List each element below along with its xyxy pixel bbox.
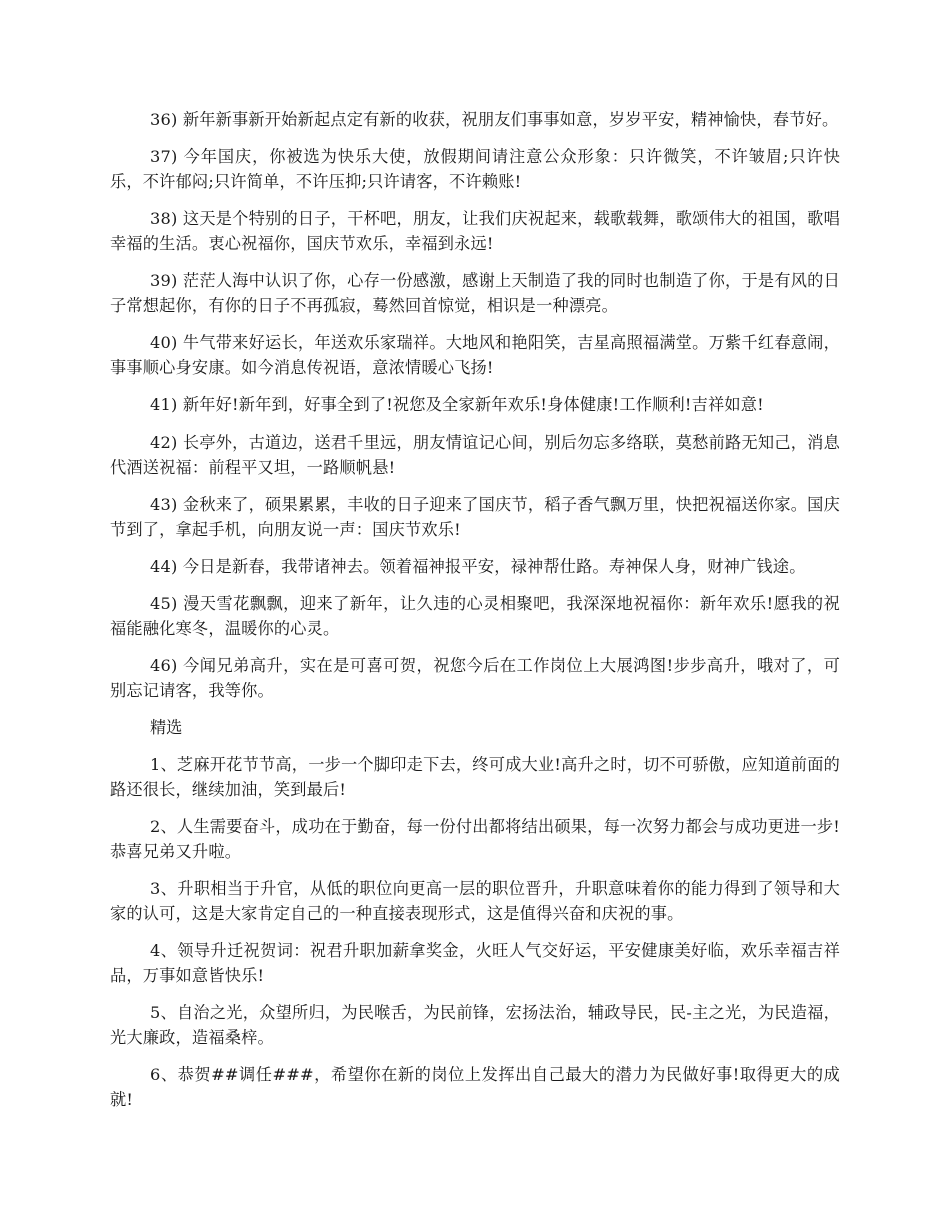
section-heading: 精选 (150, 718, 183, 737)
paragraph-item-2: 2、人生需要奋斗，成功在于勤奋，每一份付出都将结出硕果，每一次努力都会与成功更进一步!恭喜兄弟又升啦。 (110, 817, 840, 861)
paragraph-42: 42) 长亭外，古道边，送君千里远，朋友情谊记心间，别后勿忘多络联，莫愁前路无知己，消息代酒送祝福：前程平又坦，一路顺帆悬! (110, 433, 840, 477)
paragraph-40: 40) 牛气带来好运长，年送欢乐家瑞祥。大地风和艳阳笑，吉星高照福满堂。万紫千红春意闹，事事顺心身安康。如今消息传祝语，意浓情暖心飞扬! (110, 333, 840, 377)
paragraph-46: 46) 今闻兄弟高升，实在是可喜可贺，祝您今后在工作岗位上大展鸿图!步步高升，哦对了，可别忘记请客，我等你。 (110, 656, 840, 700)
paragraph-37: 37) 今年国庆，你被选为快乐大使，放假期间请注意公众形象：只许微笑，不许皱眉;只许快乐，不许郁闷;只许简单，不许压抑;只许请客，不许赖账! (110, 147, 840, 191)
paragraph-41: 41) 新年好!新年到，好事全到了!祝您及全家新年欢乐!身体健康!工作顺利!吉祥如意! (150, 395, 764, 414)
paragraph-item-4: 4、领导升迁祝贺词：祝君升职加薪拿奖金，火旺人气交好运，平安健康美好临，欢乐幸福吉祥品，万事如意皆快乐! (110, 941, 840, 985)
paragraph-36: 36) 新年新事新开始新起点定有新的收获，祝朋友们事事如意，岁岁平安，精神愉快，春节好。 (150, 110, 839, 129)
paragraph-39: 39) 茫茫人海中认识了你，心存一份感激，感谢上天制造了我的同时也制造了你，于是有风的日子常想起你，有你的日子不再孤寂，蓦然回首惊觉，相识是一种漂亮。 (110, 271, 840, 315)
paragraph-45: 45) 漫天雪花飘飘，迎来了新年，让久违的心灵相聚吧，我深深地祝福你：新年欢乐!愿我的祝福能融化寒冬，温暖你的心灵。 (110, 594, 840, 638)
paragraph-44: 44) 今日是新春，我带诸神去。领着福神报平安，禄神帮仕路。寿神保人身，财神广钱途。 (150, 557, 806, 576)
paragraph-43: 43) 金秋来了，硕果累累，丰收的日子迎来了国庆节，稻子香气飘万里，快把祝福送你家。国庆节到了，拿起手机，向朋友说一声：国庆节欢乐! (110, 495, 840, 539)
document-page (110, 107, 840, 1124)
paragraph-item-6: 6、恭贺##调任###，希望你在新的岗位上发挥出自己最大的潜力为民做好事!取得更大的成就! (110, 1065, 840, 1109)
paragraph-38: 38) 这天是个特别的日子，干杯吧，朋友，让我们庆祝起来，载歌载舞，歌颂伟大的祖国，歌唱幸福的生活。衷心祝福你，国庆节欢乐，幸福到永远! (110, 209, 840, 253)
paragraph-item-1: 1、芝麻开花节节高，一步一个脚印走下去，终可成大业!高升之时，切不可骄傲，应知道前面的路还很长，继续加油，笑到最后! (110, 755, 840, 799)
paragraph-item-3: 3、升职相当于升官，从低的职位向更高一层的职位晋升，升职意味着你的能力得到了领导和大家的认可，这是大家肯定自己的一种直接表现形式，这是值得兴奋和庆祝的事。 (110, 879, 840, 923)
paragraph-item-5: 5、自治之光，众望所归，为民喉舌，为民前锋，宏扬法治，辅政导民，民-主之光，为民造福，光大廉政，造福桑梓。 (110, 1003, 840, 1047)
